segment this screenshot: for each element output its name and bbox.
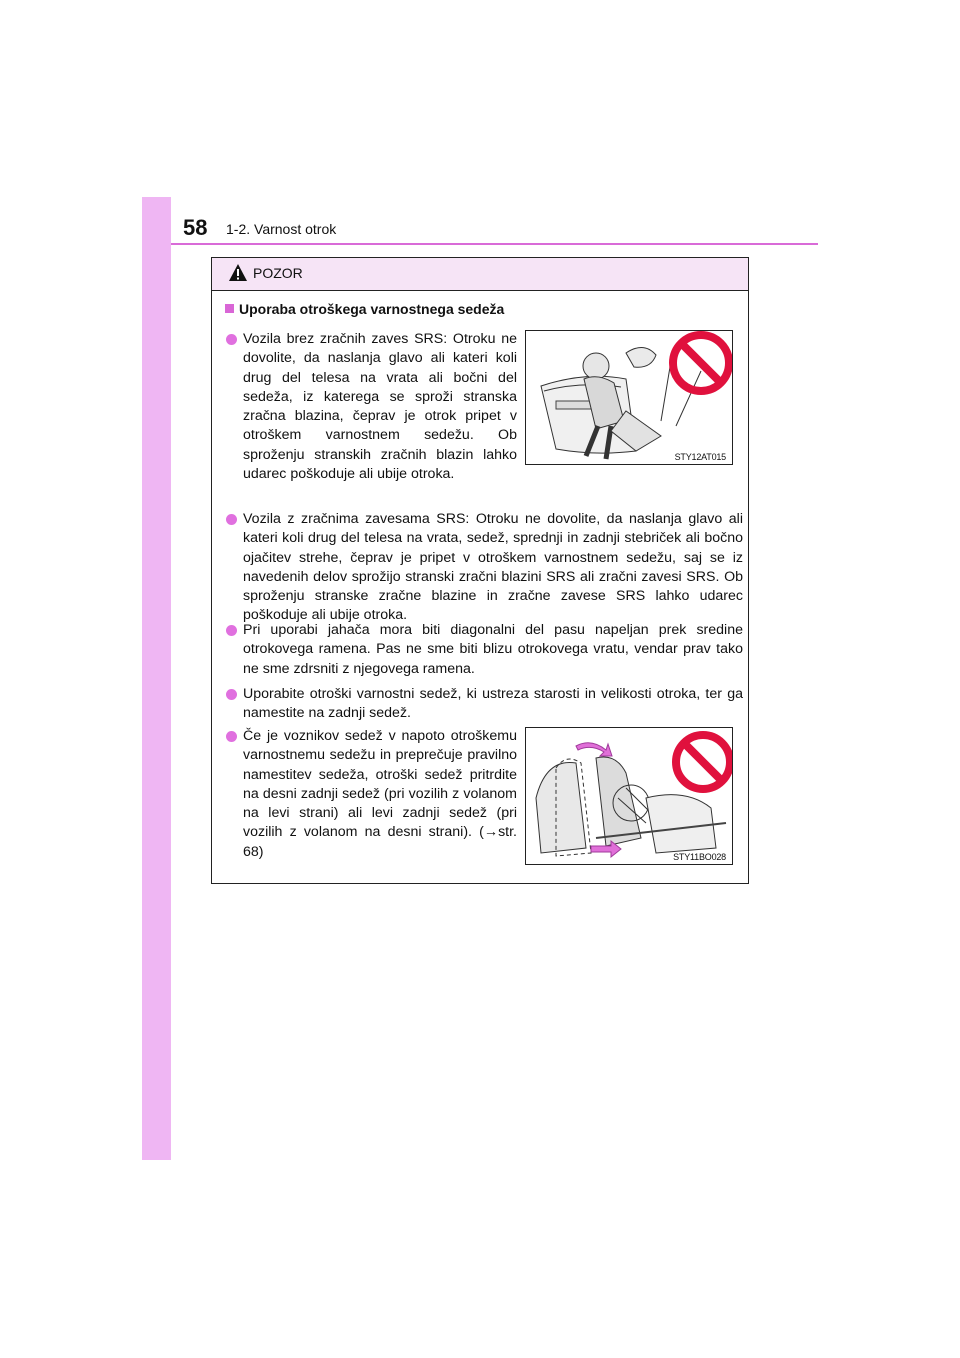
bullet-item	[243, 685, 743, 724]
driver-seat-interference-illustration	[526, 728, 732, 864]
heading-square-icon	[225, 304, 234, 313]
bullet-dot-icon	[226, 731, 237, 742]
bullet-text: Uporabite otroški varnostni sedež, ki ustreza starosti in velikosti otroka, ter ga namestite na zadnji sedež.	[243, 686, 743, 722]
bullet-text: Pri uporabi jahača mora biti diagonalni del pasu napeljan prek sredine otrokovega ramena. Pas ne sme biti blizu otrokovega vratu, vendar prav tako ne sme zdrsniti z njegovega ramena.	[243, 622, 743, 677]
bullet-item	[243, 330, 517, 484]
warning-header	[212, 258, 748, 291]
figure-code: STY12AT015	[674, 452, 726, 462]
bullet-dot-icon	[226, 689, 237, 700]
warning-heading	[225, 301, 504, 317]
child-seat-side-airbag-illustration	[526, 331, 732, 464]
bullet-item	[243, 621, 743, 679]
bullet-item	[243, 510, 743, 626]
bullet-dot-icon	[226, 334, 237, 345]
bullet-text: Vozila z zračnima zavesama SRS: Otroku ne dovolite, da naslanja glavo ali kateri koli drug del telesa na vrata, sedež, sprednji in zadnji stebriček ali bočno ojačitev strehe, čeprav je pripet v otroškem varnostnem sedežu, saj se iz navedenih delov sprožijo stranski zračni blazini SRS ali zračni zavesi SRS. Ob sproženju stranske zračne blazine in zračne zavese SRS lahko udarec poškoduje ali ubije otroka.	[243, 511, 743, 624]
warning-box	[211, 257, 749, 884]
section-title: 1-2. Varnost otrok	[226, 221, 337, 237]
figure-side-airbag-child	[525, 330, 733, 465]
warning-triangle-icon	[228, 263, 248, 283]
bullet-text: Vozila brez zračnih zaves SRS: Otroku ne dovolite, da naslanja glavo ali kateri koli drug del telesa na vrata ali bočni del sedeža, iz katerega se sproži stranska zračna blazina, čeprav je otrok pripet v otroškem varnostnem sedežu. Ob sproženju stranskih zračnih blazin lahko udarec poškoduje ali ubije otroka.	[243, 331, 517, 483]
header-divider	[171, 243, 818, 245]
bullet-item	[243, 727, 517, 862]
warning-label: POZOR	[253, 265, 303, 281]
chapter-tab-bar	[142, 197, 171, 1160]
page-number: 58	[183, 215, 208, 240]
figure-code: STY11BO028	[673, 852, 726, 862]
figure-driver-seat-child-seat	[525, 727, 733, 865]
bullet-text: Če je voznikov sedež v napoto otroškemu varnostnemu sedežu in preprečuje pravilno namestitev sedeža, otroški sedež pritrdite na desni zadnji sedež (pri vozilih z volanom na levi strani) ali levi zadnji sedež (pri vozilih z volanom na desni strani). (→str. 68)	[243, 728, 517, 860]
bullet-dot-icon	[226, 625, 237, 636]
warning-heading-text: Uporaba otroškega varnostnega sedeža	[239, 301, 505, 317]
bullet-dot-icon	[226, 514, 237, 525]
